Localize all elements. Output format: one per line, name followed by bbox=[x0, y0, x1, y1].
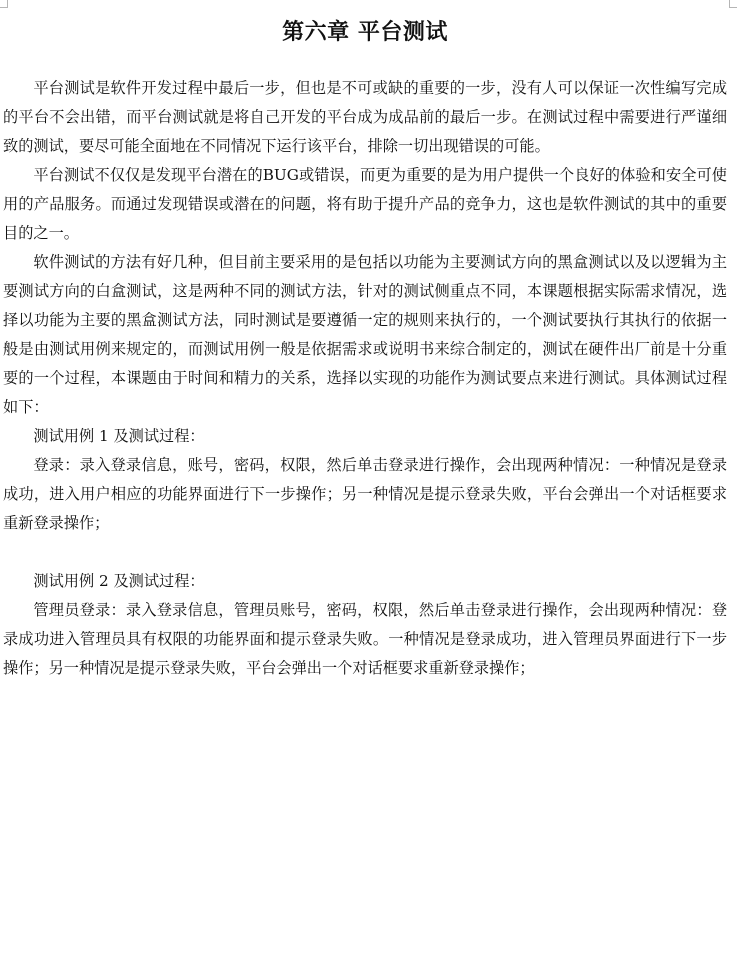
document-page bbox=[3, 0, 727, 683]
paragraph-intro: 平台测试是软件开发过程中最后一步，但也是不可或缺的重要的一步，没有人可以保证一次性编写完成的平台不会出错，而平台测试就是将自己开发的平台成为成品前的最后一步。在测试过程中需要进行严谨细致的测试，要尽可能全面地在不同情况下运行该平台，排除一切出现错误的可能。 bbox=[3, 79, 727, 155]
test-case-2-heading: 测试用例 2 及测试过程： bbox=[33, 572, 205, 590]
page-corner-mark-right bbox=[729, 0, 737, 8]
test-case-1-description: 登录：录入登录信息，账号，密码，权限，然后单击登录进行操作，会出现两种情况：一种情况是登录成功，进入用户相应的功能界面进行下一步操作；另一种情况是提示登录失败，平台会弹出一个对话框要求重新登录操作； bbox=[3, 456, 727, 532]
test-case-2-description: 管理员登录：录入登录信息，管理员账号，密码，权限，然后单击登录进行操作，会出现两种情况：登录成功进入管理员具有权限的功能界面和提示登录失败。一种情况是登录成功，进入管理员界面进行下一步操作；另一种情况是提示登录失败，平台会弹出一个对话框要求重新登录操作； bbox=[3, 601, 727, 677]
document-body bbox=[3, 74, 727, 683]
chapter-title: 第六章 平台测试 bbox=[282, 20, 448, 45]
paragraph-methods: 软件测试的方法有好几种，但目前主要采用的是包括以功能为主要测试方向的黑盒测试以及以逻辑为主要测试方向的白盒测试，这是两种不同的测试方法，针对的测试侧重点不同，本课题根据实际需求情况，选择以功能为主要的黑盒测试方法，同时测试是要遵循一定的规则来执行的，一个测试要执行其执行的依据一般是由测试用例来规定的，而测试用例一般是依据需求或说明书来综合制定的，测试在硬件出厂前是十分重要的一个过程，本课题由于时间和精力的关系，选择以实现的功能作为测试要点来进行测试。具体测试过程如下： bbox=[3, 253, 727, 416]
test-case-1-heading: 测试用例 1 及测试过程： bbox=[33, 427, 205, 445]
paragraph-purpose: 平台测试不仅仅是发现平台潜在的BUG或错误，而更为重要的是为用户提供一个良好的体验和安全可使用的产品服务。而通过发现错误或潜在的问题，将有助于提升产品的竞争力，这也是软件测试的其中的重要目的之一。 bbox=[3, 166, 727, 242]
blank-line bbox=[3, 538, 727, 567]
